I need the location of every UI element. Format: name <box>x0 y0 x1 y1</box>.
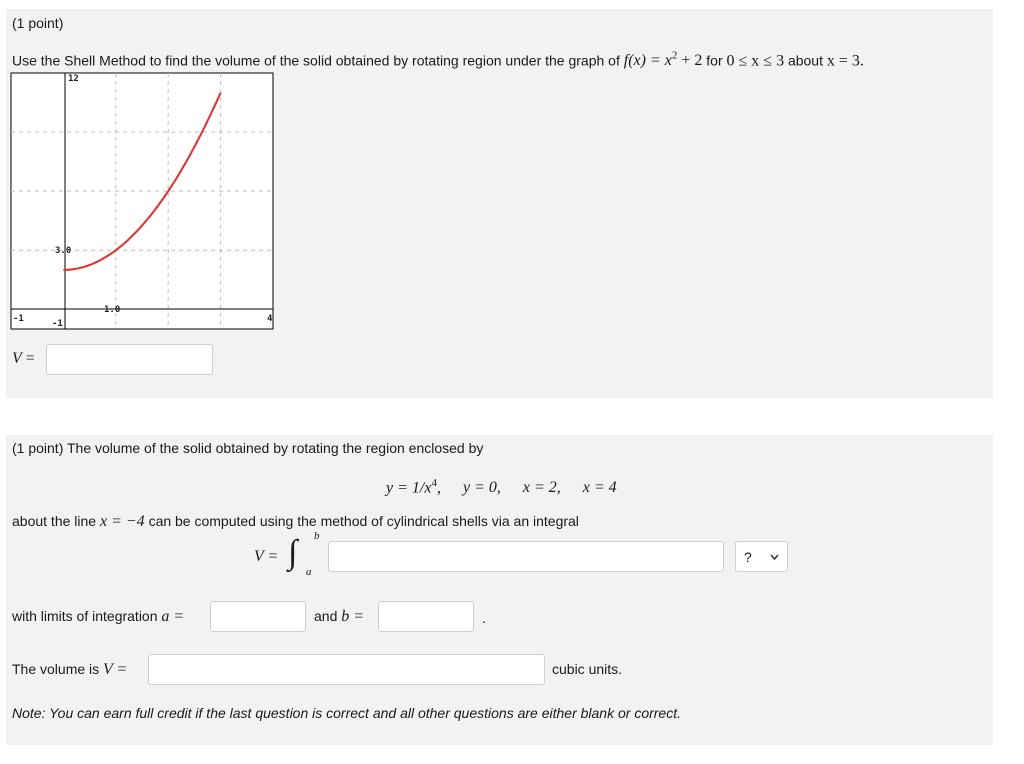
integral-sign: ∫ <box>288 534 298 571</box>
x-max-label: 4 <box>267 314 273 324</box>
y-top-label: 12 <box>68 74 79 84</box>
problem-1-panel <box>6 9 993 398</box>
and-label: and b = <box>314 608 365 625</box>
upper-limit: b <box>314 530 320 542</box>
integrand-input[interactable] <box>328 541 724 572</box>
volume-label: The volume is V = <box>12 661 128 678</box>
graph-frame <box>11 73 273 329</box>
units-label: cubic units. <box>552 661 623 677</box>
region-equations: $y = 1/x^4$, y = 0, x = 2, x = 4 <box>386 477 617 497</box>
problem-2-intro: (1 point) The volume of the solid obtained by rotating the region enclosed by <box>12 440 484 456</box>
problem-2-panel: (1 point) The volume of the solid obtained by rotating the region enclosed by $y = 1/x^4$, y = 0, x = 2, x = 4 about the line x = −4 can be computed using the method of cylindrical shells via an integral V = ∫ b a ? with limits of integration a = and b = . The volume is V = cubic units. Note: You can earn full credit if the last question is correct and all other questions are either blank or correct. <box>6 435 993 745</box>
problem-statement: Use the Shell Method to find the volume of the solid obtained by rotating region under the graph of $f(x) = x^2 + 2$ for 0 ≤ x ≤ 3 about x = 3. <box>12 50 864 70</box>
lower-limit-input[interactable] <box>210 601 306 632</box>
function-graph <box>10 72 274 330</box>
differential-select[interactable]: ? <box>735 541 788 572</box>
lower-limit: a <box>306 566 312 578</box>
volume-answer-input[interactable] <box>46 344 213 375</box>
y-mid-label: 3.0 <box>55 246 72 256</box>
answer-label: V = <box>12 350 35 367</box>
points-label: (1 point) <box>12 15 64 31</box>
limits-label: with limits of integration a = <box>12 608 185 625</box>
x-tick-label: 1.0 <box>104 305 121 315</box>
chevron-down-icon <box>770 554 779 560</box>
upper-limit-input[interactable] <box>378 601 474 632</box>
about-line-text: about the line x = −4 can be computed using the method of cylindrical shells via an integral <box>12 513 579 530</box>
x-min-label: -1 <box>13 314 24 324</box>
y-min-label: -1 <box>52 319 63 329</box>
period-mark: . <box>482 610 486 626</box>
credit-note: Note: You can earn full credit if the last question is correct and all other questions are either blank or correct. <box>12 705 681 721</box>
volume-result-input[interactable] <box>148 654 545 685</box>
